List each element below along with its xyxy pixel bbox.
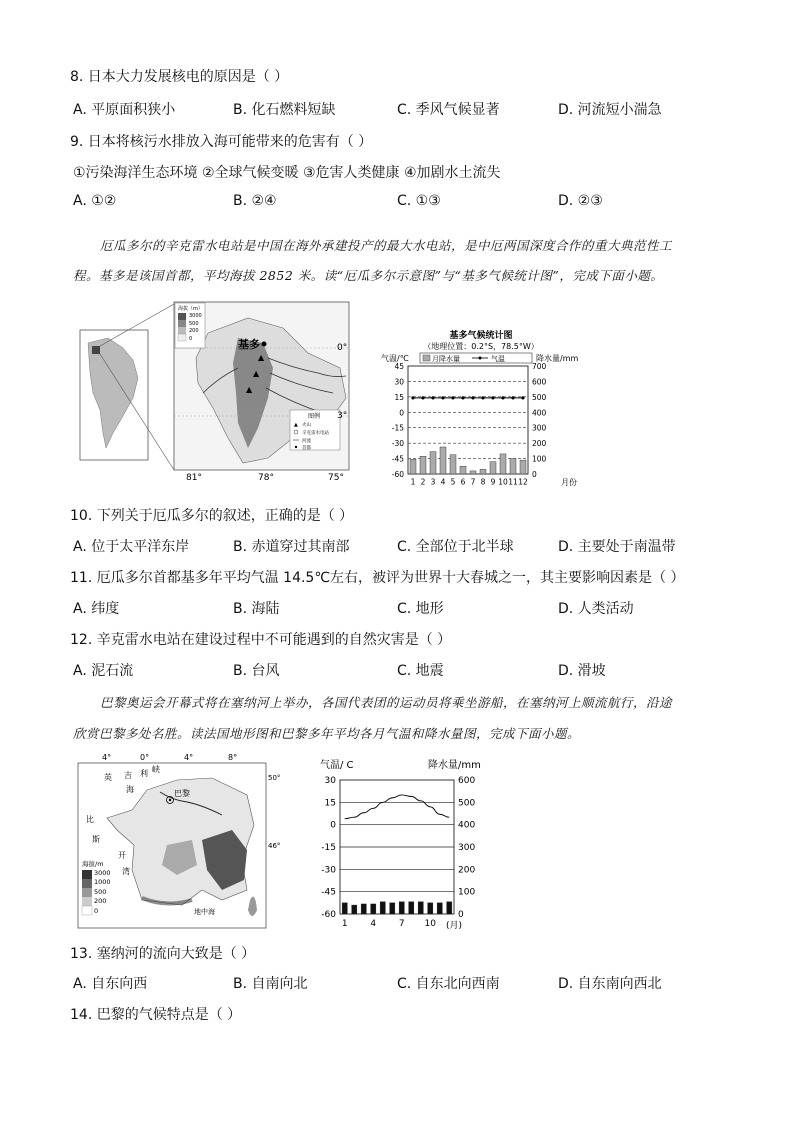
lon-label: 4°	[102, 753, 112, 762]
precip-bar	[380, 902, 385, 914]
x-tick-label: 8	[480, 477, 486, 487]
right-tick-label: 700	[532, 362, 547, 371]
q8-option-b[interactable]: B. 化石燃料短缺	[233, 102, 336, 118]
temperature-point	[491, 396, 494, 399]
x-tick-label: 1	[341, 919, 348, 929]
chart-title: 基多气候统计图	[449, 331, 513, 341]
x-tick-label: 3	[430, 477, 436, 487]
q13-option-a[interactable]: A. 自东向西	[73, 976, 148, 992]
q10-option-d[interactable]: D. 主要处于南温带	[558, 539, 676, 555]
left-tick-label: -30	[321, 865, 336, 876]
svg-text:▲: ▲	[258, 353, 265, 362]
q8-option-c[interactable]: C. 季风气候显著	[397, 102, 500, 118]
q13-option-c[interactable]: C. 自东北向西南	[397, 976, 500, 992]
right-tick-label: 500	[458, 798, 476, 809]
q8-option-d[interactable]: D. 河流短小湍急	[558, 102, 662, 118]
x-tick-label: 4	[440, 477, 446, 487]
key-capital: 首都	[302, 446, 311, 451]
left-tick-label: 0	[399, 408, 404, 418]
right-tick-label: 0	[458, 910, 464, 920]
q10-option-a[interactable]: A. 位于太平洋东岸	[73, 539, 190, 555]
x-tick-label: 11	[508, 477, 518, 487]
precip-bar	[361, 904, 366, 914]
right-tick-label: 100	[532, 454, 547, 464]
map-key-title: 图例	[308, 413, 321, 420]
precip-bar	[447, 902, 452, 914]
legend-value: 200	[189, 328, 199, 334]
lat-label: 3°	[337, 411, 348, 421]
place-label: 吉	[124, 771, 132, 780]
svg-text:▲: ▲	[246, 385, 253, 394]
precip-bar	[440, 447, 446, 474]
legend-value: 0	[189, 336, 193, 342]
svg-text:▲: ▲	[294, 422, 298, 428]
elevation-legend-title: 海拔（m）	[178, 306, 203, 312]
left-tick-label: 15	[324, 798, 336, 809]
precip-bar	[480, 469, 486, 474]
place-label: 利	[140, 769, 148, 778]
right-tick-label: 300	[458, 843, 476, 853]
temperature-point	[521, 396, 524, 399]
left-axis-label: 气温/℃	[381, 354, 409, 363]
temperature-point	[481, 396, 484, 399]
x-tick-label: 7	[398, 919, 405, 929]
place-label: 英	[104, 773, 112, 782]
elevation-legend-title: 海拔/m	[82, 860, 104, 868]
q12-option-c[interactable]: C. 地震	[397, 663, 444, 679]
precip-bar	[418, 902, 423, 914]
precip-bar	[430, 452, 436, 474]
q14-stem: 14. 巴黎的气候特点是（ ）	[70, 1007, 242, 1023]
q10-option-c[interactable]: C. 全部位于北半球	[397, 539, 514, 555]
lon-label: 4°	[184, 753, 194, 762]
q11-option-a[interactable]: A. 纬度	[73, 601, 120, 617]
temperature-point	[411, 396, 414, 399]
left-tick-label: 15	[394, 392, 404, 402]
temperature-point	[511, 396, 514, 399]
x-axis-label: 月份	[561, 478, 577, 487]
left-tick-label: 45	[394, 362, 404, 371]
q12-option-a[interactable]: A. 泥石流	[73, 663, 134, 679]
precip-bar	[437, 903, 442, 914]
lon-label: 78°	[258, 473, 274, 483]
precip-bar	[500, 454, 506, 474]
right-tick-label: 400	[532, 408, 547, 418]
q9-option-a[interactable]: A. ①②	[73, 193, 117, 209]
lon-label: 75°	[328, 473, 344, 483]
legend-value: 3000	[189, 313, 202, 319]
q9-option-b[interactable]: B. ②④	[233, 193, 277, 209]
q8-option-a[interactable]: A. 平原面积狭小	[73, 102, 176, 118]
right-tick-label: 200	[532, 439, 547, 449]
q13-stem: 13. 塞纳河的流向大致是（ ）	[70, 946, 256, 962]
x-tick-label: 4	[370, 919, 377, 929]
x-tick-label: 10	[424, 919, 436, 929]
capital-marker	[262, 342, 267, 347]
france-map	[72, 750, 287, 930]
precip-bar	[460, 466, 466, 474]
x-axis-label: (月)	[446, 921, 463, 931]
x-tick-label: 7	[470, 477, 476, 487]
right-tick-label: 200	[458, 865, 476, 876]
ecuador-inset-marker	[92, 346, 100, 354]
lon-label: 0°	[140, 753, 150, 762]
temperature-point	[431, 396, 434, 399]
q11-stem: 11. 厄瓜多尔首都基多年平均气温 14.5℃左右，被评为世界十大春城之一，其主要影响因素是（ ）	[70, 570, 685, 586]
passage1-line1: 厄瓜多尔的辛克雷水电站是中国在海外承建投产的最大水电站，是中厄两国深度合作的重大典范性工	[100, 238, 673, 253]
legend-line-label: 气温	[491, 355, 505, 363]
key-volcano: 火山	[302, 423, 311, 428]
x-tick-label: 5	[450, 477, 456, 487]
left-tick-label: -60	[321, 910, 336, 920]
place-label: 比	[86, 815, 94, 824]
q8-stem: 8. 日本大力发展核电的原因是（ ）	[70, 69, 289, 85]
x-tick-label: 6	[460, 477, 466, 487]
precip-bar	[342, 903, 347, 914]
right-axis-label: 降水量/mm	[536, 354, 579, 363]
precip-bar	[450, 455, 456, 474]
q11-option-b[interactable]: B. 海陆	[233, 601, 280, 617]
temperature-point	[461, 396, 464, 399]
lon-label: 8°	[228, 753, 238, 762]
precip-bar	[490, 462, 496, 474]
place-label: 湾	[122, 867, 130, 876]
key-station: 辛克雷水电站	[302, 431, 329, 436]
left-tick-label: 0	[330, 820, 336, 831]
passage2-line2: 欣赏巴黎多处名胜。读法国地形图和巴黎多年平均各月气温和降水量图，完成下面小题。	[73, 726, 581, 741]
right-tick-label: 300	[532, 423, 547, 433]
q13-option-b[interactable]: B. 自南向北	[233, 976, 308, 992]
precip-bar	[510, 459, 516, 474]
q11-option-d[interactable]: D. 人类活动	[558, 601, 634, 617]
paris-climate-chart	[316, 756, 498, 932]
temperature-point	[451, 396, 454, 399]
left-tick-label: -45	[391, 454, 404, 464]
right-tick-label: 400	[458, 820, 476, 831]
q11-option-c[interactable]: C. 地形	[397, 601, 444, 617]
left-axis-label: 气温/ C	[320, 760, 354, 771]
left-tick-label: 30	[324, 776, 336, 786]
passage1-line2: 程。基多是该国首都，平均海拔 2852 米。读“厄瓜多尔示意图”与“基多气候统计图”，完成下面小题。	[73, 268, 664, 283]
precip-bar	[371, 904, 376, 914]
lat-label: 46°	[268, 842, 281, 850]
temperature-point	[471, 396, 474, 399]
right-tick-label: 600	[532, 377, 547, 387]
temperature-line	[345, 795, 450, 819]
temperature-point	[421, 396, 424, 399]
lat-label: 50°	[268, 774, 281, 782]
x-tick-label: 12	[518, 477, 528, 487]
right-tick-label: 100	[458, 887, 476, 898]
precip-bar	[390, 903, 395, 914]
left-tick-label: -15	[391, 423, 404, 433]
precip-bar	[520, 460, 526, 474]
legend-value: 500	[189, 321, 199, 327]
precip-bar	[470, 471, 476, 474]
left-tick-label: -45	[321, 887, 336, 898]
place-label: 开	[118, 851, 126, 860]
left-tick-label: -30	[391, 439, 404, 449]
x-tick-label: 1	[410, 477, 416, 487]
left-tick-label: -15	[321, 843, 336, 853]
q12-option-d[interactable]: D. 滑坡	[558, 663, 606, 679]
lon-label: 81°	[186, 473, 202, 483]
x-tick-label: 9	[490, 477, 496, 487]
q10-option-b[interactable]: B. 赤道穿过其南部	[233, 539, 350, 555]
lat-label: 0°	[337, 343, 348, 353]
place-label-mediterranean: 地中海	[194, 908, 215, 916]
q10-stem: 10. 下列关于厄瓜多尔的叙述，正确的是（ ）	[70, 508, 354, 524]
place-label: 海	[126, 785, 134, 794]
precip-bar	[399, 902, 404, 914]
place-label: 斯	[92, 835, 100, 844]
q9-items: ①污染海洋生态环境 ②全球气候变暖 ③危害人类健康 ④加剧水土流失	[73, 165, 501, 181]
left-tick-label: 30	[394, 377, 404, 387]
temperature-point	[441, 396, 444, 399]
passage2-line1: 巴黎奥运会开幕式将在塞纳河上举办，各国代表团的运动员将乘坐游船，在塞纳河上顺流航行，沿途	[100, 695, 673, 710]
q9-stem: 9. 日本将核污水排放入海可能带来的危害有（ ）	[70, 134, 373, 150]
legend-value: 0	[94, 907, 99, 915]
legend-value: 500	[94, 888, 107, 896]
place-label: 峡	[152, 765, 160, 774]
chart-subtitle: （地理位置：0.2°S，78.5°W）	[423, 342, 539, 351]
precip-bar	[420, 456, 426, 474]
legend-value: 1000	[94, 878, 111, 886]
q12-option-b[interactable]: B. 台风	[233, 663, 280, 679]
right-tick-label: 600	[458, 776, 476, 786]
temperature-point	[501, 396, 504, 399]
place-label-paris: 巴黎	[174, 789, 190, 798]
q9-option-d[interactable]: D. ②③	[558, 193, 603, 209]
precip-bar	[352, 905, 357, 914]
q13-option-d[interactable]: D. 自东南向西北	[558, 976, 662, 992]
svg-text:▲: ▲	[253, 369, 260, 378]
q12-stem: 12. 辛克雷水电站在建设过程中不可能遇到的自然灾害是（ ）	[70, 632, 452, 648]
legend-bar-label: 月降水量	[432, 355, 460, 363]
right-tick-label: 0	[532, 470, 537, 479]
x-tick-label: 2	[420, 477, 426, 487]
left-tick-label: -60	[391, 470, 404, 479]
right-tick-label: 500	[532, 392, 547, 402]
legend-value: 200	[94, 897, 107, 905]
city-label-quito: 基多	[238, 338, 260, 351]
precip-bar	[428, 903, 433, 914]
q9-option-c[interactable]: C. ①③	[397, 193, 441, 209]
right-axis-label: 降水量/mm	[428, 760, 481, 771]
precip-bar	[410, 459, 416, 474]
precip-bar	[409, 902, 414, 914]
x-tick-label: 10	[498, 477, 508, 487]
key-river: 河流	[302, 439, 311, 444]
quito-climate-chart	[376, 328, 586, 490]
legend-value: 3000	[94, 869, 111, 877]
ecuador-map	[78, 298, 353, 483]
